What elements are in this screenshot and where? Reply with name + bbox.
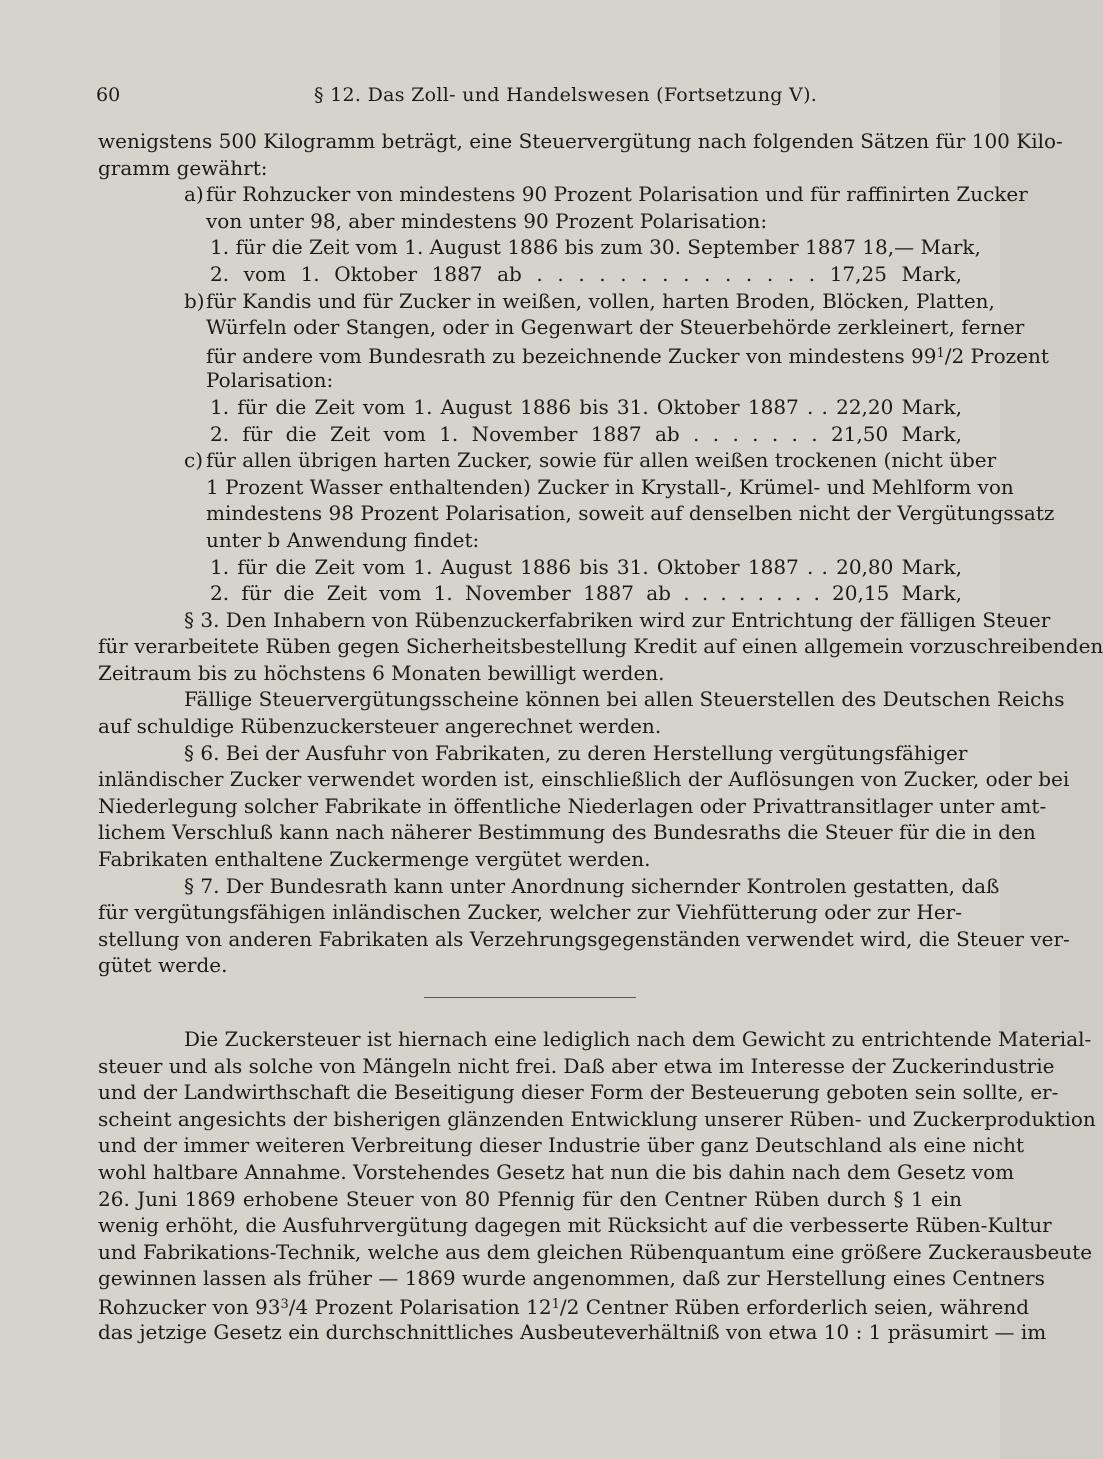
rate-line: 2. für die Zeit vom 1. November 1887 ab . . . . . . . . 20,15 Mark, [210, 581, 962, 606]
text-line: Polarisation: [206, 368, 334, 393]
rate-line: 2. vom 1. Oktober 1887 ab . . . . . . . . . . . . . . 17,25 Mark, [210, 261, 962, 286]
list-marker: a) [184, 182, 204, 207]
rate-line: 1. für die Zeit vom 1. August 1886 bis zum 30. September 1887 18,— Mark, [210, 235, 981, 260]
text-fragment: Rohzucker von 93 [98, 1294, 281, 1319]
list-item-a [98, 181, 1028, 208]
text-line: für allen übrigen harten Zucker, sowie für allen weißen trockenen (nicht über [206, 448, 997, 473]
text-line: für vergütungsfähigen inländischen Zucker, welcher zur Viehfütterung oder zur Her- [98, 900, 962, 925]
text-line: und der Landwirthschaft die Beseitigung dieser Form der Besteuerung geboten sein sollte, er- [98, 1080, 1059, 1105]
page-number: 60 [96, 84, 121, 106]
text-line: wenigstens 500 Kilogramm beträgt, eine Steuervergütung nach folgenden Sätzen für 100 Kilo- [98, 129, 1063, 153]
text-fragment: für andere vom Bundesrath zu bezeichnende Zucker von mindestens 99 [206, 343, 937, 368]
superscript: 1 [551, 1296, 560, 1312]
paragraph-section-6: § 6. Bei der Ausfuhr von Fabrikaten, zu deren Herstellung vergütungsfähiger [184, 740, 968, 765]
body-text [98, 128, 1103, 1345]
text-line: das jetzige Gesetz ein durchschnittliches Ausbeuteverhältniß von etwa 10 : 1 präsumirt — im [98, 1319, 1047, 1344]
text-line: und Fabrikations-Technik, welche aus dem gleichen Rübenquantum eine größere Zuckerausbeute [98, 1239, 1093, 1264]
text-fragment: /2 Centner Rüben erforderlich seien, während [559, 1294, 1029, 1319]
text-fragment: /2 Prozent [944, 343, 1049, 368]
text-line: für verarbeitete Rüben gegen Sicherheitsbestellung Kredit auf einen allgemein vorzuschreibenden [98, 634, 1103, 659]
text-line: stellung von anderen Fabrikaten als Verzehrungsgegenständen verwendet wird, die Steuer ver- [98, 926, 1070, 951]
rate-line: 1. für die Zeit vom 1. August 1886 bis 31. Oktober 1887 . . 22,20 Mark, [210, 394, 962, 419]
text-line [98, 1292, 1029, 1319]
text-line: gewinnen lassen als früher — 1869 wurde angenommen, daß zur Herstellung eines Centners [98, 1266, 1045, 1291]
section-divider [424, 997, 636, 998]
text-line: Fabrikaten enthaltene Zuckermenge vergütet werden. [98, 847, 651, 872]
rate-line: 2. für die Zeit vom 1. November 1887 ab . . . . . . . 21,50 Mark, [210, 421, 962, 446]
text-line: und der immer weiteren Verbreitung dieser Industrie über ganz Deutschland als eine nicht [98, 1133, 1025, 1158]
text-line: scheint angesichts der bisherigen glänzenden Entwicklung unserer Rüben- und Zuckerproduktion [98, 1106, 1096, 1131]
text-line: für Rohzucker von mindestens 90 Prozent Polarisation und für raffinirten Zucker [206, 182, 1028, 207]
text-line: von unter 98, aber mindestens 90 Prozent Polarisation: [206, 208, 768, 233]
page-header [96, 84, 956, 114]
list-item-c [98, 447, 997, 474]
rate-line: 1. für die Zeit vom 1. August 1886 bis 31. Oktober 1887 . . 20,80 Mark, [210, 554, 962, 579]
text-line: unter b Anwendung findet: [206, 527, 480, 552]
commentary-paragraph: Die Zuckersteuer ist hiernach eine lediglich nach dem Gewicht zu entrichtende Material- [184, 1027, 1092, 1051]
text-line: gütet werde. [98, 953, 228, 978]
text-line [98, 341, 1049, 368]
superscript: 3 [280, 1296, 289, 1312]
text-line: Niederlegung solcher Fabrikate in öffentliche Niederlagen oder Privattransitlager unter amt- [98, 793, 1047, 818]
text-line: inländischer Zucker verwendet worden ist, einschließlich der Auflösungen von Zucker, oder bei [98, 767, 1070, 792]
paragraph-section-7: § 7. Der Bundesrath kann unter Anordnung sichernder Kontrolen gestatten, daß [184, 873, 1000, 898]
text-line: Fällige Steuervergütungsscheine können bei allen Steuerstellen des Deutschen Reichs [184, 687, 1065, 712]
text-line: lichem Verschluß kann nach näherer Bestimmung des Bundesraths die Steuer für die in den [98, 820, 1036, 845]
list-marker: b) [184, 288, 205, 313]
text-line: wenig erhöht, die Ausfuhrvergütung dagegen mit Rücksicht auf die verbesserte Rüben-Kultur [98, 1213, 1052, 1238]
running-head: § 12. Das Zoll- und Handelswesen (Fortsetzung V). [314, 84, 818, 106]
list-item-b [98, 288, 995, 315]
paragraph-section-3: § 3. Den Inhabern von Rübenzuckerfabriken wird zur Entrichtung der fälligen Steuer [184, 607, 1051, 632]
list-marker: c) [184, 448, 204, 473]
text-line: 1 Prozent Wasser enthaltenden) Zucker in Krystall-, Krümel- und Mehlform von [206, 474, 1014, 499]
text-line: Würfeln oder Stangen, oder in Gegenwart der Steuerbehörde zerkleinert, ferner [206, 315, 1025, 340]
text-line: für Kandis und für Zucker in weißen, vollen, harten Broden, Blöcken, Platten, [206, 288, 995, 313]
text-line: auf schuldige Rübenzuckersteuer angerechnet werden. [98, 714, 662, 739]
text-line: gramm gewährt: [98, 155, 268, 180]
text-line: wohl haltbare Annahme. Vorstehendes Gesetz hat nun die bis dahin nach dem Gesetz vom [98, 1159, 1015, 1184]
text-line: mindestens 98 Prozent Polarisation, soweit auf denselben nicht der Vergütungssatz [206, 501, 1055, 526]
text-line: steuer und als solche von Mängeln nicht frei. Daß aber etwa im Interesse der Zuckerindustrie [98, 1053, 1055, 1078]
text-line: Zeitraum bis zu höchstens 6 Monaten bewilligt werden. [98, 660, 665, 685]
text-line: 26. Juni 1869 erhobene Steuer von 80 Pfennig für den Centner Rüben durch § 1 ein [98, 1186, 962, 1211]
superscript: 1 [936, 345, 945, 361]
text-fragment: /4 Prozent Polarisation 12 [288, 1294, 552, 1319]
